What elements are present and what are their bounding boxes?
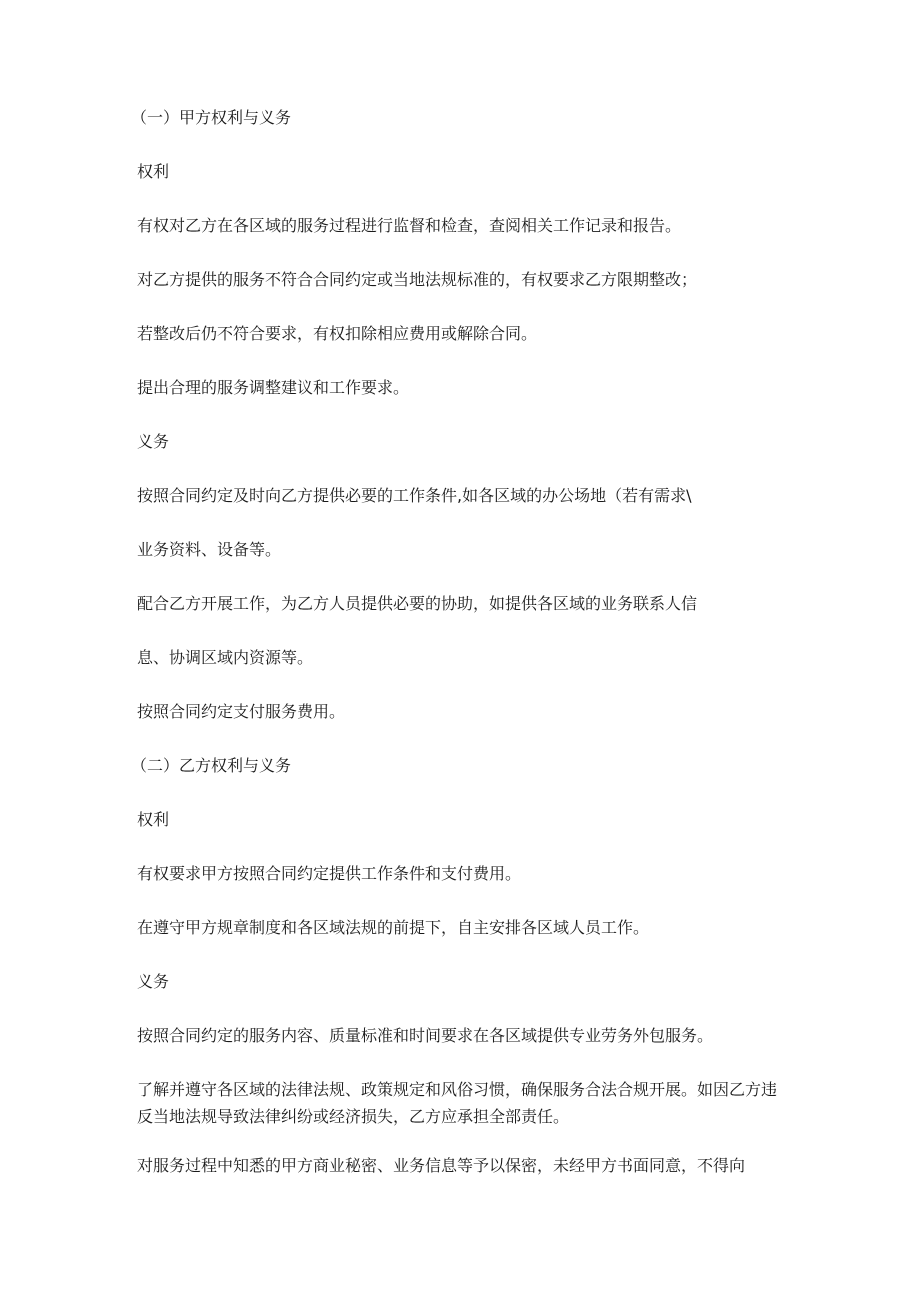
section-b-duty-3: 对服务过程中知悉的甲方商业秘密、业务信息等予以保密，未经甲方书面同意，不得向 [137,1156,746,1175]
section-b-rights-label: 权利 [137,810,170,829]
section-b-duty-2: 了解并遵守各区域的法律法规、政策规定和风俗习惯，确保服务合法合规开展。如因乙方违反当地法规导致法律纠纷或经济损失，乙方应承担全部责任。 [137,1080,778,1126]
section-a-duty-1-continued: 业务资料、设备等。 [137,540,282,559]
section-a-right-1: 有权对乙方在各区域的服务过程进行监督和检查，查阅相关工作记录和报告。 [137,216,682,235]
section-a-rights-label: 权利 [137,162,170,181]
section-a-right-2: 对乙方提供的服务不符合合同约定或当地法规标准的，有权要求乙方限期整改； [137,270,698,289]
section-b-heading: （二）乙方权利与义务 [131,756,292,775]
section-a-right-4: 提出合理的服务调整建议和工作要求。 [137,378,410,397]
section-a-heading: （一）甲方权利与义务 [131,108,292,127]
section-a-duty-2: 配合乙方开展工作，为乙方人员提供必要的协助，如提供各区域的业务联系人信 [137,594,698,613]
section-b-duty-1: 按照合同约定的服务内容、质量标准和时间要求在各区域提供专业劳务外包服务。 [137,1026,714,1045]
section-a-duty-1: 按照合同约定及时向乙方提供必要的工作条件,如各区域的办公场地（若有需求\ [137,486,692,505]
section-a-duty-2-continued: 息、协调区域内资源等。 [137,648,314,667]
section-b-right-1: 有权要求甲方按照合同约定提供工作条件和支付费用。 [137,864,522,883]
section-a-duties-label: 义务 [137,432,170,451]
section-b-right-2: 在遵守甲方规章制度和各区域法规的前提下，自主安排各区域人员工作。 [137,918,650,937]
section-b-duties-label: 义务 [137,972,170,991]
section-a-right-3: 若整改后仍不符合要求，有权扣除相应费用或解除合同。 [137,324,538,343]
section-a-duty-3: 按照合同约定支付服务费用。 [137,702,346,721]
